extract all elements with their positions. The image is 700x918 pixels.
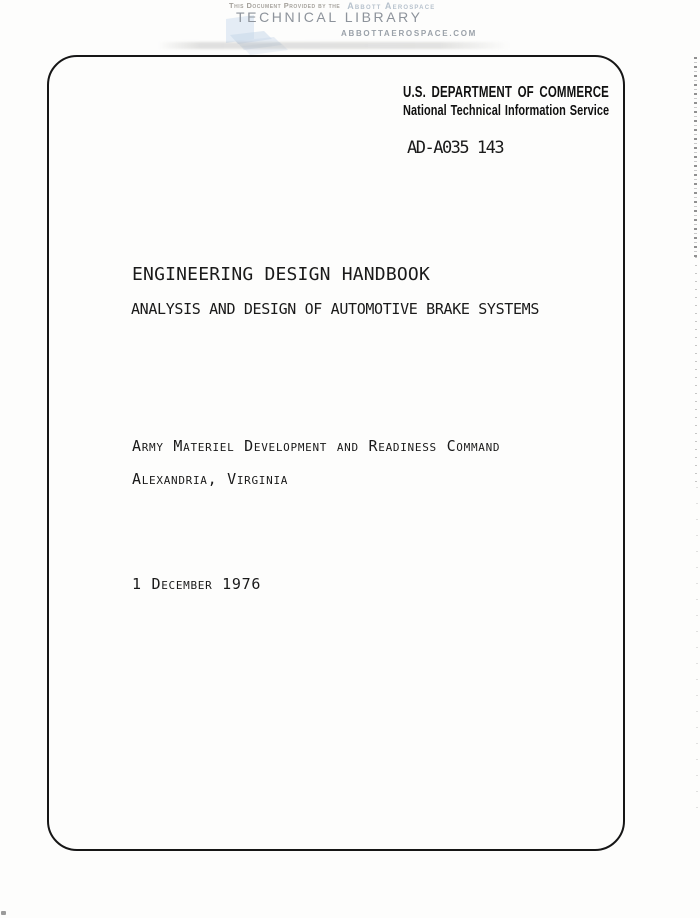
publication-date: 1 December 1976 <box>132 575 262 593</box>
scan-noise-right-top <box>694 57 697 257</box>
report-number: AD-A035 143 <box>407 138 504 158</box>
ntis-line: National Technical Information Service <box>403 102 610 119</box>
technical-library-text: TECHNICAL LIBRARY <box>236 9 423 25</box>
document-subtitle: ANALYSIS AND DESIGN OF AUTOMOTIVE BRAKE SYSTEMS <box>131 300 539 318</box>
commerce-department-line: U.S. DEPARTMENT OF COMMERCE <box>403 84 609 101</box>
document-title: ENGINEERING DESIGN HANDBOOK <box>132 264 430 285</box>
organization-line: Army Materiel Development and Readiness Command <box>132 437 501 455</box>
scan-speck-bottom-left <box>1 911 6 915</box>
watermark-site-text: ABBOTTAEROSPACE.COM <box>341 29 478 38</box>
watermark-brand-text: Abbott Aerospace <box>347 1 436 11</box>
location-line: Alexandria, Virginia <box>132 470 289 488</box>
scan-edge-band <box>158 42 510 49</box>
scan-noise-right-middle <box>695 257 697 487</box>
watermark-provided-by-text: This Document Provided by the <box>229 1 341 10</box>
scan-noise-right-bottom <box>696 487 698 817</box>
